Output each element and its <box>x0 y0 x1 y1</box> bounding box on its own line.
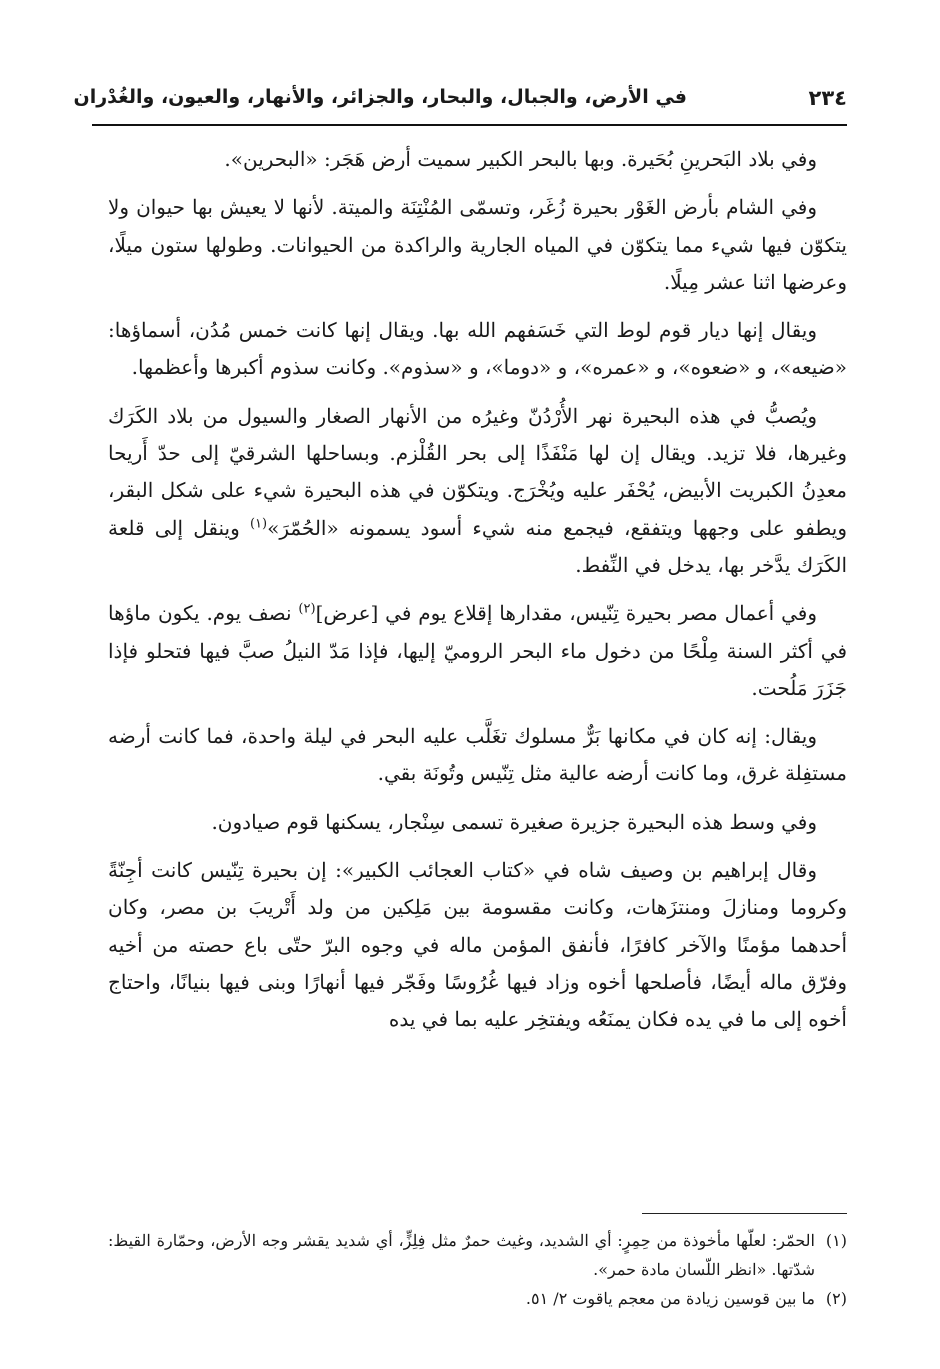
paragraph: وقال إبراهيم بن وصيف شاه في «كتاب العجائب الكبير»: إن بحيرة تِنّيس كانت أجِنّةً وكروما ومنازلَ ومنتزَهات، وكانت مقسومة بين مَلِكين من ولد أَتْريبَ بن مصر، وكان أحدهما مؤمنًا والآخر كافرًا، فأنفق المؤمن ماله في وجوه البرّ حتّى باع حصته من أخيه وفرّق ماله أيضًا، فأصلحها أخوه وزاد فيها غُرُوسًا وفَجّر فيها أنهارًا وبنى فيها بنيانًا، واحتاج أخوه إلى ما في يده فكان يمنَعُه ويفتخِر عليه بما في يده <box>108 858 847 1032</box>
paragraph-text: ويُصبُّ في هذه البحيرة نهر الأُرْدُنّ وغيرُه من الأنهار الصغار والسيول من بلاد الكَرَك وغيرها، فلا تزيد. ويقال إن لها مَنْفَذًا إلى بحر القُلْزم. وبساحلها الشرقيّ إلى حدّ أَريحا معدِنُ الكبريت الأبيض، يُحْفَر عليه ويُخْرَج. ويتكوّن في هذه البحيرة شيء على شكل البقر، ويطفو على وجهها ويتفقع، فيجمع منه شيء أسود يسمونه «الحُمّرَ» <box>108 403 847 540</box>
footnote-number: (١) <box>825 1231 847 1250</box>
running-header <box>73 82 847 122</box>
paragraph <box>108 398 847 584</box>
paragraph-text: وينقل إلى قلعة الكَرَك يدَّخر بها، يدخل في النِّفط. <box>108 515 847 577</box>
paragraph-text: وفي أعمال مصر بحيرة تِنّيس، مقدارها إقلاع يوم في [عرض] <box>315 601 817 626</box>
footnote-ref: (٢) <box>298 601 316 617</box>
paragraph: ويقال إنها ديار قوم لوط التي خَسَفهم الله بها. ويقال إنها كانت خمس مُدُن، أسماؤها: «ضيعه»، و «ضعوه»، و «عمره»، و «دوما»، و «سذوم». وكانت سذوم أكبرها وأعظمها. <box>108 318 847 380</box>
page-number: ٢٣٤ <box>808 86 847 110</box>
running-title: في الأرض، والجبال، والبحار، والجزائر، والأنهار، والعيون، والغُدْران <box>73 86 687 108</box>
paragraph-text: نصف يوم. يكون ماؤها في أكثر السنة مِلْحًا من دخول ماء البحر الروميّ إليها، فإذا مَدّ النيلُ صبَّ فيها فتحلو فإذا جَزَرَ مَلُحت. <box>108 601 847 700</box>
paragraph: ويقال: إنه كان في مكانها بَرٌّ مسلوك تغَلَّب عليه البحر في ليلة واحدة، فما كانت أرضه مستفِلة غرق، وما كانت أرضه عالية مثل تِنّيس وتُونَة بقي. <box>108 724 847 786</box>
footnote-ref: (١) <box>249 516 268 532</box>
footnote-number: (٢) <box>825 1289 847 1308</box>
paragraph <box>108 595 847 707</box>
paragraph: وفي وسط هذه البحيرة جزيرة صغيرة تسمى سِنْجار، يسكنها قوم صيادون. <box>211 809 817 834</box>
paragraph: وفي الشام بأرض الغَوْر بحيرة زُغَر، وتسمّى المُنْتِنَة والميتة. لأنها لا يعيش بها حيوان ولا يتكوّن فيها شيء مما يتكوّن في المياه الجارية والراكدة من الحيوانات. وطولها ستون ميلًا، وعرضها اثنا عشر مِيلًا. <box>108 195 847 294</box>
footnote <box>108 1284 847 1313</box>
paragraph: وفي بلاد البَحرينِ بُحَيرة. وبها بالبحر الكبير سميت أرض هَجَر: «البحرين». <box>224 147 817 171</box>
footnote-rule <box>642 1213 847 1214</box>
header-rule <box>92 124 847 126</box>
main-text <box>108 141 847 1050</box>
footnote <box>108 1226 847 1284</box>
footnote-text: الحمّر: لعلّها مأخوذة من حِمِرٍ: أي الشديد، وغيث حمرٌ مثل فِلِزٍّ، أي شديد يقشر وجه الأرض، وحمّارة القيظ: شدّتها. «انظر اللّسان مادة حمر». <box>108 1231 815 1279</box>
footnotes <box>108 1226 847 1313</box>
footnote-text: ما بين قوسين زيادة من معجم ياقوت ٢/ ٥١. <box>525 1289 815 1308</box>
